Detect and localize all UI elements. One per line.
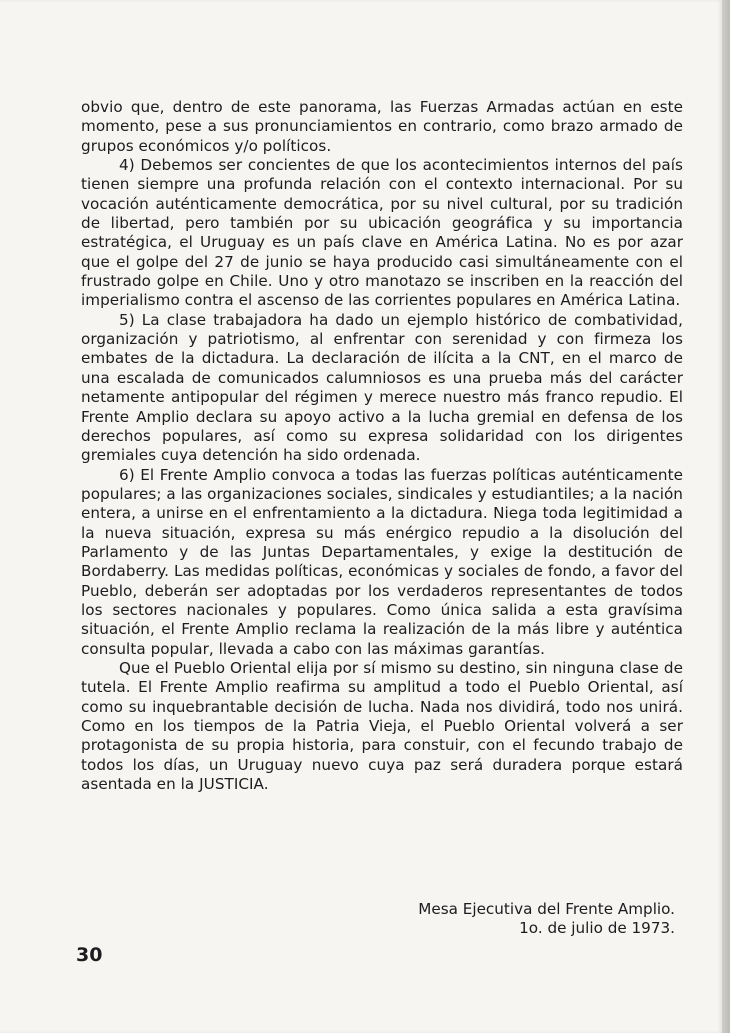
paragraph-point-6: 6) El Frente Amplio convoca a todas las fuerzas políticas auténticamente populares; a las organizaciones sociales, sindicales y estudiantiles; a la nación entera, a unirse en el enfrentamiento a la dictadura. Niega toda legitimidad a la nueva situación, expresa su más enérgico repudio a la disolución del Parlamento y de las Juntas Departamentales, y exige la destitución de Bordaberry. Las medidas políticas, económicas y sociales de fondo, a favor del Pueblo, deberán ser adoptadas por los verdaderos representantes de todos los sectores nacionales y populares. Como única salida a esta gravísima situación, el Frente Amplio reclama la realización de la más libre y auténtica consulta popular, llevada a cabo con las máximas garantías. bbox=[81, 465, 683, 658]
signature-author: Mesa Ejecutiva del Frente Amplio. bbox=[418, 900, 675, 918]
signature-block bbox=[418, 900, 675, 939]
page-edge bbox=[722, 0, 730, 1033]
paragraph-point-4: 4) Debemos ser concientes de que los acontecimientos internos del país tienen siempre una profunda relación con el contexto internacional. Por su vocación auténticamente democrática, por su nivel cultural, por su tradición de libertad, pero también por su ubicación geográfica y su importancia estratégica, el Uruguay es un país clave en América Latina. No es por azar que el golpe del 27 de junio se haya producido casi simultáneamente con el frustrado golpe en Chile. Uno y otro manotazo se inscriben en la reacción del imperialismo contra el ascenso de las corrientes populares en América Latina. bbox=[81, 156, 683, 310]
page-number: 30 bbox=[76, 944, 103, 966]
body-text bbox=[81, 98, 683, 794]
paragraph-intro: obvio que, dentro de este panorama, las Fuerzas Armadas actúan en este momento, pese a sus pronunciamientos en contrario, como brazo armado de grupos económicos y/o políticos. bbox=[81, 98, 683, 155]
paragraph-closing: Que el Pueblo Oriental elija por sí mismo su destino, sin ninguna clase de tutela. El Frente Amplio reafirma su amplitud a todo el Pueblo Oriental, así como su inquebrantable decisión de lucha. Nada nos dividirá, todo nos unirá. Como en los tiempos de la Patria Vieja, el Pueblo Oriental volverá a ser protagonista de su propia historia, para constuir, con el fecundo trabajo de todos los días, un Uruguay nuevo cuya paz será duradera porque estará asentada en la JUSTICIA. bbox=[81, 658, 683, 794]
signature-date: 1o. de julio de 1973. bbox=[519, 919, 675, 938]
paragraph-point-5: 5) La clase trabajadora ha dado un ejemplo histórico de combatividad, organización y patriotismo, al enfrentar con serenidad y con firmeza los embates de la dictadura. La declaración de ilícita a la CNT, en el marco de una escalada de comunicados calumniosos es una prueba más del carácter netamente antipopular del régimen y merece nuestro más franco repudio. El Frente Amplio declara su apoyo activo a la lucha gremial en defensa de los derechos populares, así como su expresa solidaridad con los dirigentes gremiales cuya detención ha sido ordenada. bbox=[81, 310, 683, 465]
